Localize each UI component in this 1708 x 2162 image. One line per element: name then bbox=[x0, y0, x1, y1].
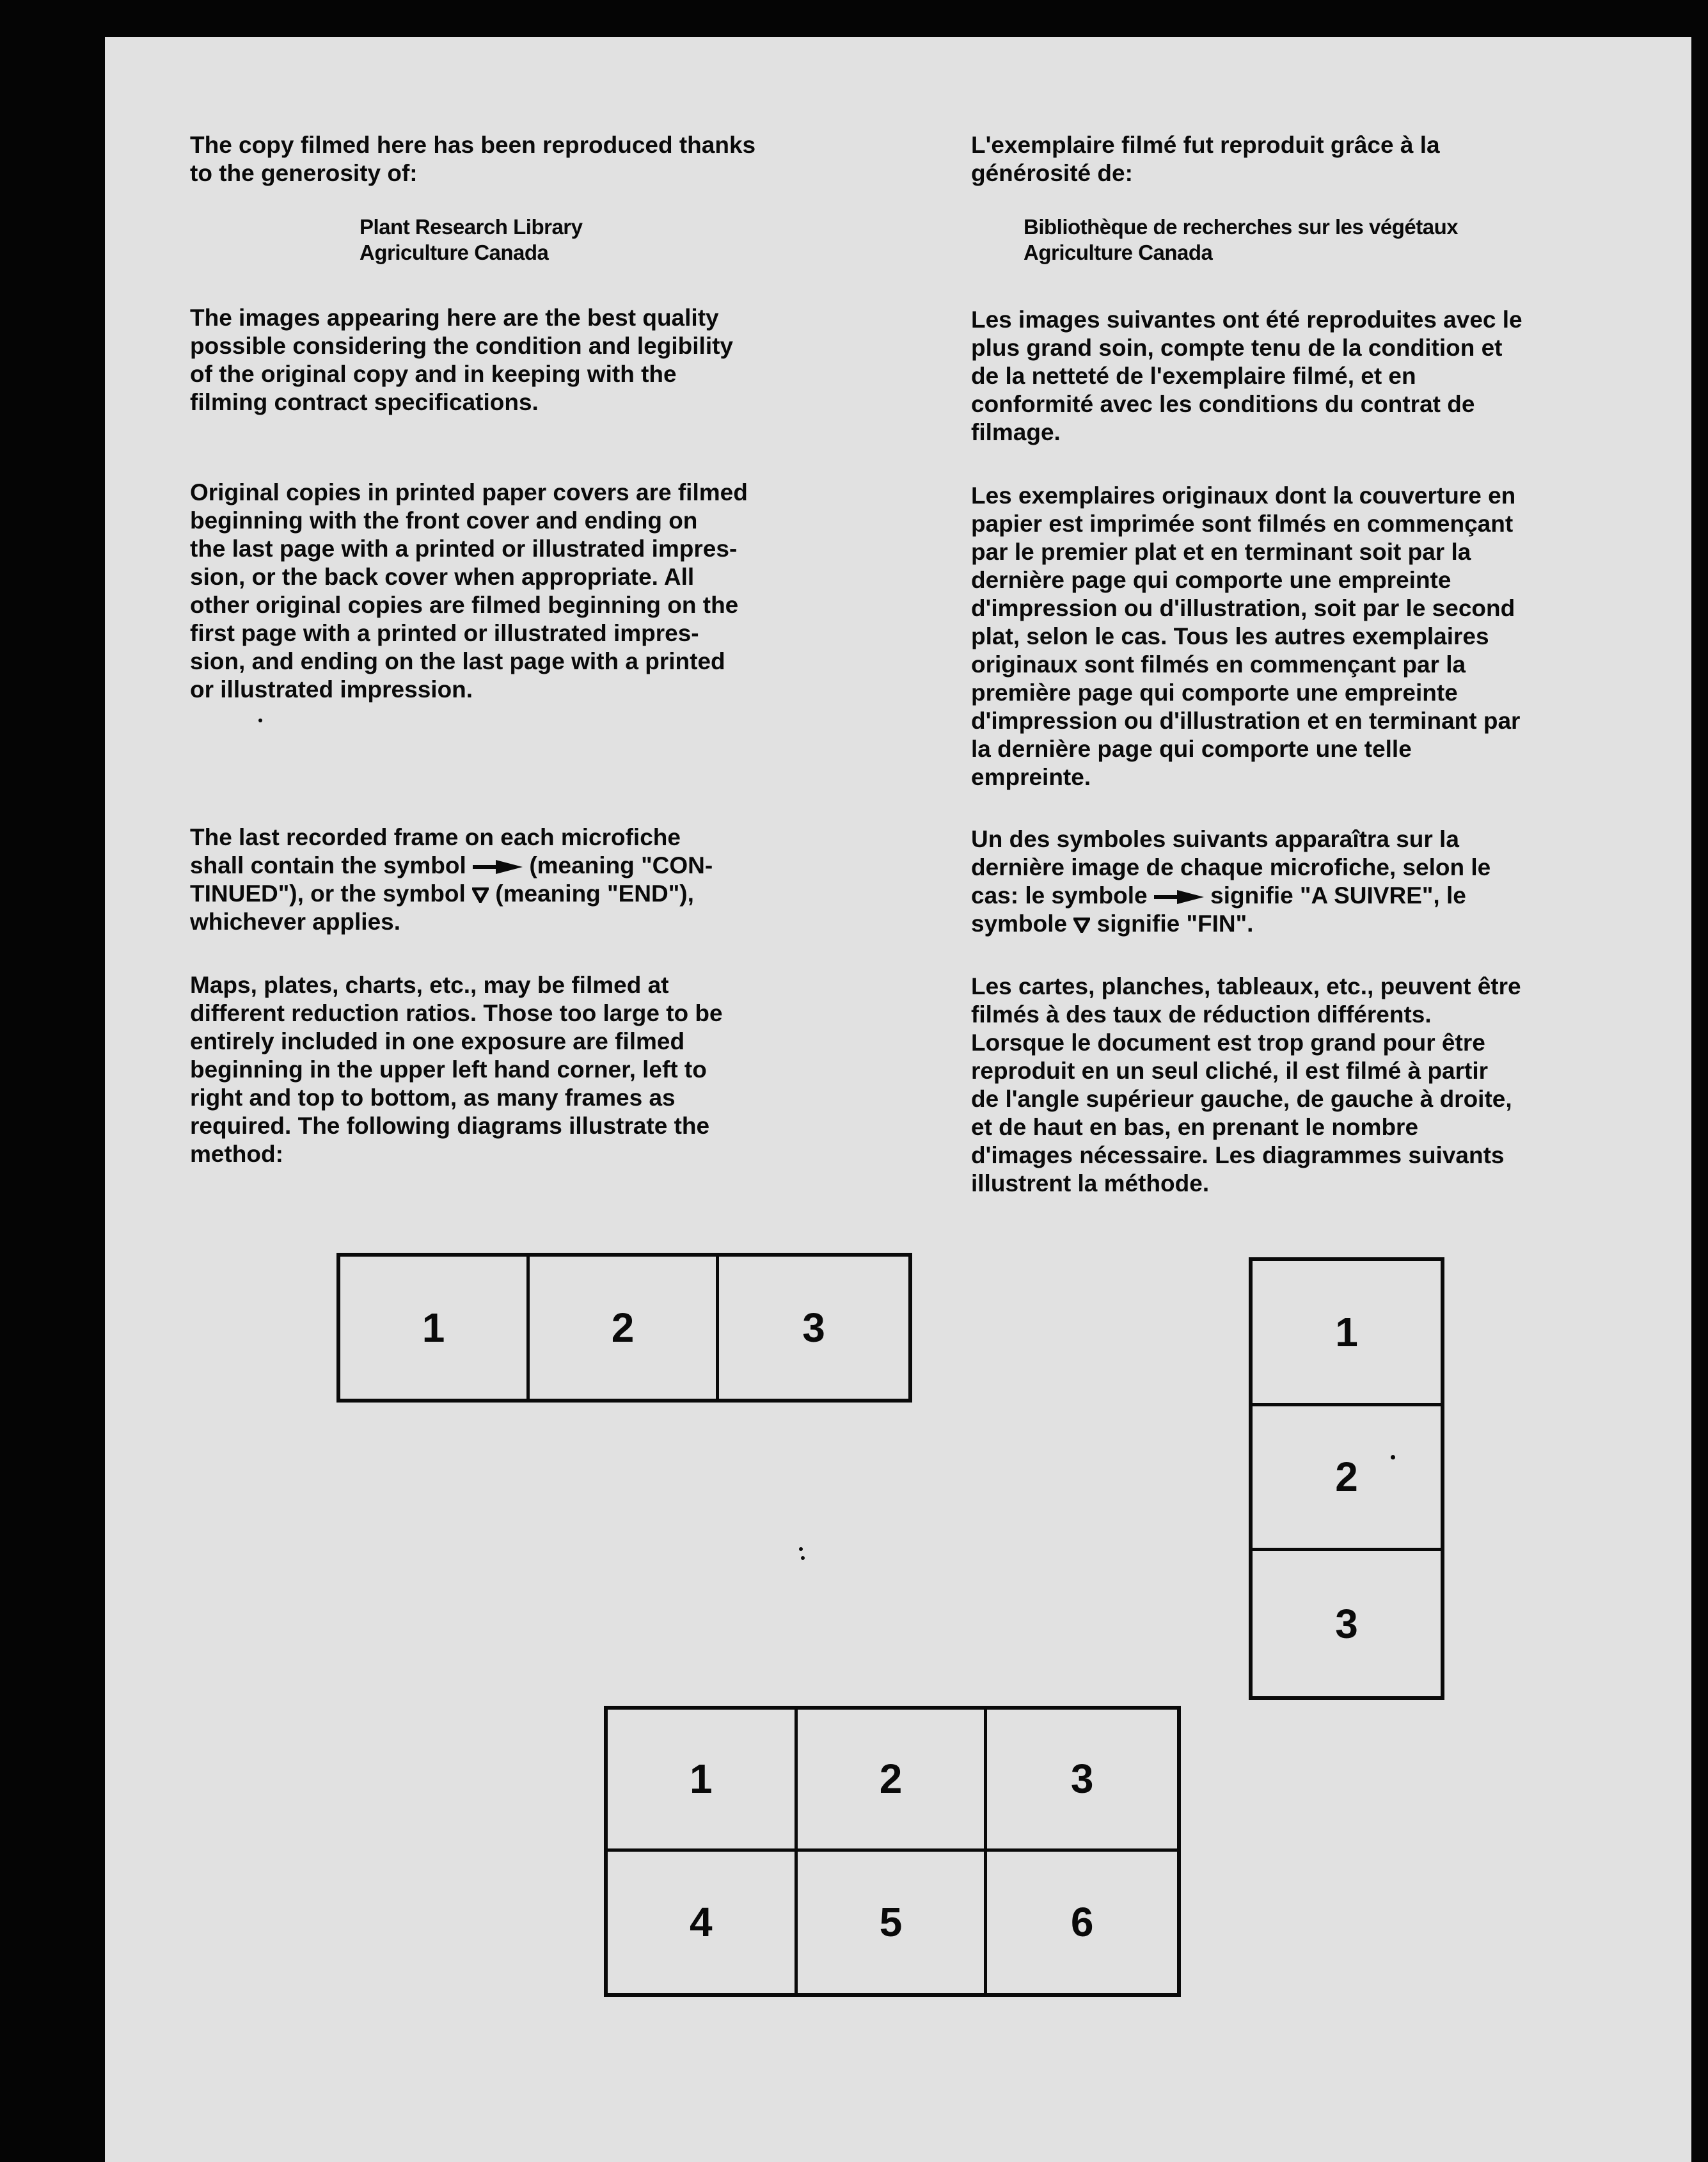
text-line: The copy filmed here has been reproduced thanks bbox=[190, 132, 756, 158]
document-page bbox=[105, 37, 1691, 2162]
vertical-frame-diagram bbox=[1249, 1257, 1444, 1700]
text-line: originaux sont filmés en commençant par la bbox=[971, 651, 1466, 678]
text-line: reproduit en un seul cliché, il est filmé à partir bbox=[971, 1058, 1489, 1084]
text-line: plat, selon le cas. Tous les autres exemplaires bbox=[971, 623, 1489, 649]
scan-speck bbox=[1391, 1455, 1395, 1459]
frame-cell: 2 bbox=[1253, 1406, 1441, 1552]
fr-maps-paragraph bbox=[971, 973, 1521, 1198]
text-line: shall contain the symbol (meaning "CON- bbox=[190, 852, 713, 878]
text-line: première page qui comporte une empreinte bbox=[971, 680, 1458, 706]
text-line: different reduction ratios. Those too large to be bbox=[190, 1000, 723, 1026]
text-line: cas: le symbole signifie "A SUIVRE", le bbox=[971, 882, 1466, 909]
text-line: plus grand soin, compte tenu de la condition et bbox=[971, 335, 1503, 361]
frame-cell: 3 bbox=[1335, 1600, 1358, 1647]
frame-cell: 1 bbox=[1253, 1261, 1441, 1406]
fr-symbols-paragraph bbox=[971, 825, 1491, 938]
frame-cell: 2 bbox=[798, 1710, 988, 1852]
text-line: L'exemplaire filmé fut reproduit grâce à la bbox=[971, 132, 1440, 158]
text-line: générosité de: bbox=[971, 160, 1133, 186]
scan-speck bbox=[799, 1547, 803, 1551]
frame-cell: 5 bbox=[798, 1852, 988, 1994]
frame-cell: 1 bbox=[608, 1710, 798, 1852]
text-line: the last page with a printed or illustrated impres- bbox=[190, 536, 738, 562]
en-quality-paragraph bbox=[190, 304, 733, 417]
text-line: par le premier plat et en terminant soit par la bbox=[971, 539, 1471, 565]
text-line: possible considering the condition and legibility bbox=[190, 333, 734, 359]
en-symbols-paragraph bbox=[190, 823, 713, 936]
text-line: entirely included in one exposure are filmed bbox=[190, 1028, 685, 1054]
text-line: method: bbox=[190, 1141, 283, 1167]
grid-frame-diagram bbox=[604, 1706, 1181, 1997]
text-line: papier est imprimée sont filmés en commençant bbox=[971, 511, 1514, 537]
fr-covers-paragraph bbox=[971, 482, 1520, 791]
frame-cell: 3 bbox=[802, 1305, 825, 1351]
text-line: whichever applies. bbox=[190, 909, 401, 935]
frame-cell: 2 bbox=[530, 1257, 719, 1399]
en-covers-paragraph bbox=[190, 479, 748, 704]
text-line: Les exemplaires originaux dont la couverture en bbox=[971, 482, 1516, 509]
text-line: la dernière page qui comporte une telle bbox=[971, 736, 1412, 762]
text-line: conformité avec les conditions du contrat de bbox=[971, 391, 1475, 417]
text-line: empreinte. bbox=[971, 764, 1091, 790]
library-name: Plant Research Library bbox=[360, 215, 583, 239]
text-line: d'impression ou d'illustration et en terminant par bbox=[971, 708, 1521, 734]
text-line: filmage. bbox=[971, 419, 1061, 445]
text-line: beginning with the front cover and ending on bbox=[190, 507, 698, 534]
library-org: Agriculture Canada bbox=[360, 241, 549, 264]
text-line: illustrent la méthode. bbox=[971, 1170, 1210, 1196]
triangle-down-icon bbox=[1073, 918, 1090, 933]
triangle-down-icon bbox=[472, 887, 489, 903]
text-line: other original copies are filmed beginning on the bbox=[190, 592, 739, 618]
horizontal-frame-diagram bbox=[336, 1253, 912, 1403]
text-line: to the generosity of: bbox=[190, 160, 418, 186]
frame-cell: 6 bbox=[1070, 1899, 1094, 1946]
en-maps-paragraph bbox=[190, 971, 723, 1168]
en-intro bbox=[190, 131, 755, 187]
text-line: The images appearing here are the best quality bbox=[190, 305, 719, 331]
text-line: TINUED"), or the symbol (meaning "END"), bbox=[190, 880, 694, 907]
text-line: filming contract specifications. bbox=[190, 389, 539, 415]
text-line: Un des symboles suivants apparaîtra sur la bbox=[971, 826, 1459, 852]
frame-cell: 1 bbox=[340, 1257, 530, 1399]
arrow-right-icon bbox=[1154, 890, 1204, 904]
text-line: symbole signifie "FIN". bbox=[971, 910, 1254, 937]
text-line: dernière page qui comporte une empreinte bbox=[971, 567, 1451, 593]
text-line: de la netteté de l'exemplaire filmé, et en bbox=[971, 363, 1416, 389]
text-line: Les images suivantes ont été reproduites avec le bbox=[971, 306, 1522, 333]
fr-quality-paragraph bbox=[971, 306, 1522, 447]
text-line: Maps, plates, charts, etc., may be filmed at bbox=[190, 972, 669, 998]
text-line: or illustrated impression. bbox=[190, 676, 473, 703]
fr-intro bbox=[971, 131, 1440, 187]
scan-speck bbox=[258, 719, 262, 722]
library-org: Agriculture Canada bbox=[1024, 241, 1213, 264]
scan-speck bbox=[801, 1556, 805, 1560]
text-line: beginning in the upper left hand corner, left to bbox=[190, 1056, 707, 1083]
text-line: dernière image de chaque microfiche, selon le bbox=[971, 854, 1491, 880]
text-line: sion, or the back cover when appropriate. All bbox=[190, 564, 695, 590]
text-line: d'images nécessaire. Les diagrammes suivants bbox=[971, 1142, 1505, 1168]
arrow-right-icon bbox=[473, 860, 523, 874]
fr-library bbox=[1024, 214, 1458, 266]
text-line: of the original copy and in keeping with the bbox=[190, 361, 677, 387]
text-line: Lorsque le document est trop grand pour être bbox=[971, 1029, 1485, 1056]
frame-cell: 3 bbox=[987, 1710, 1177, 1852]
text-line: The last recorded frame on each microfiche bbox=[190, 824, 681, 850]
text-line: first page with a printed or illustrated impres- bbox=[190, 620, 699, 646]
text-line: required. The following diagrams illustrate the bbox=[190, 1113, 710, 1139]
text-line: de l'angle supérieur gauche, de gauche à droite, bbox=[971, 1086, 1512, 1112]
text-line: et de haut en bas, en prenant le nombre bbox=[971, 1114, 1419, 1140]
text-line: right and top to bottom, as many frames as bbox=[190, 1085, 676, 1111]
text-line: Original copies in printed paper covers are filmed bbox=[190, 479, 748, 505]
text-line: filmés à des taux de réduction différents. bbox=[971, 1001, 1432, 1028]
frame-cell: 4 bbox=[608, 1852, 798, 1994]
text-line: Les cartes, planches, tableaux, etc., peuvent être bbox=[971, 973, 1521, 999]
en-library bbox=[360, 214, 583, 266]
library-name: Bibliothèque de recherches sur les végétaux bbox=[1024, 215, 1459, 239]
text-line: sion, and ending on the last page with a printed bbox=[190, 648, 725, 674]
text-line: d'impression ou d'illustration, soit par le second bbox=[971, 595, 1515, 621]
